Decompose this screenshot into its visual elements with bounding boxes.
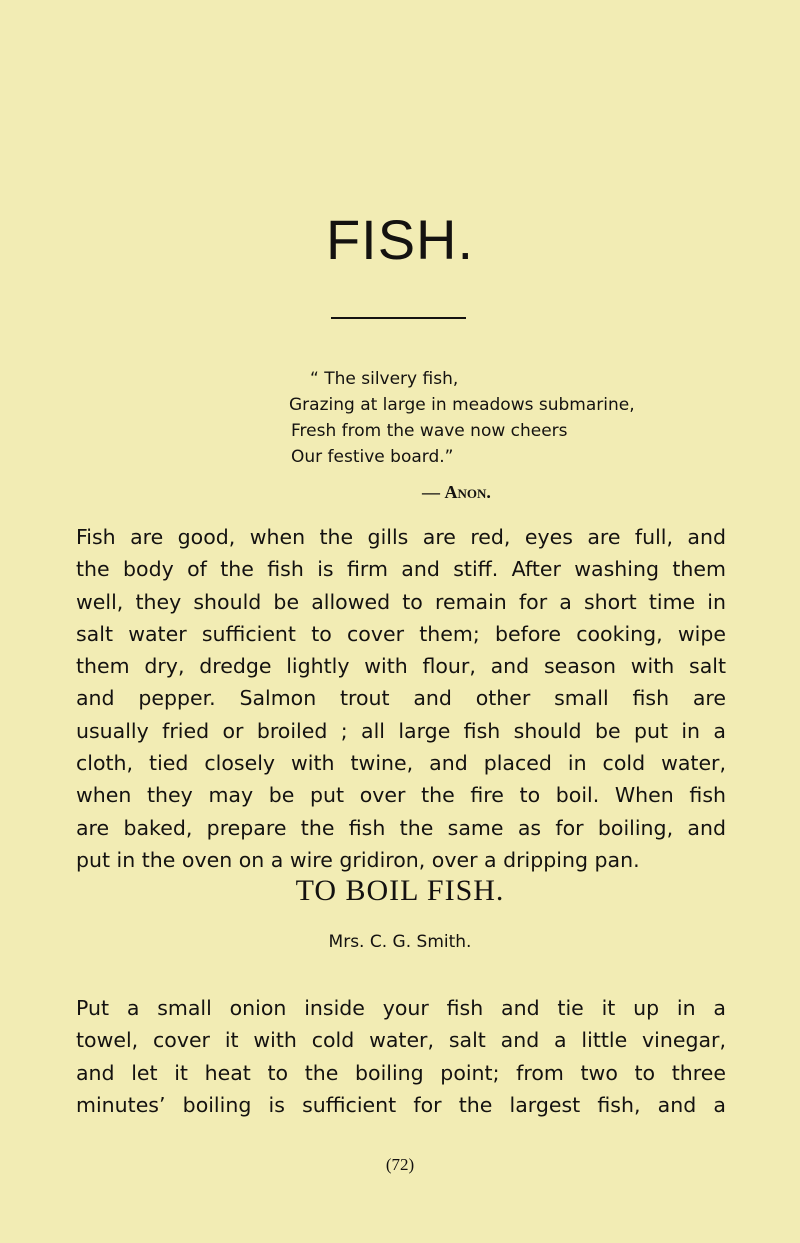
text-line: salt water sufficient to cover them; before cooking, wipe (76, 621, 726, 646)
text-line: and let it heat to the boiling point; from two to three (76, 1060, 726, 1085)
attribution-name: Anon. (444, 482, 491, 502)
text-line: well, they should be allowed to remain for a short time in (76, 589, 726, 614)
text-line: the body of the fish is firm and stiff. After washing them (76, 557, 726, 582)
text-line: Put a small onion inside your fish and tie it up in a (76, 996, 726, 1020)
verse-line: “ The silvery fish, (310, 369, 459, 389)
recipe-title: TO BOIL FISH. (295, 874, 505, 907)
text-line: cloth, tied closely with twine, and placed in cold water, (76, 751, 726, 776)
attribution-dash: — (422, 482, 445, 502)
verse-line: Grazing at large in meadows submarine, (289, 395, 635, 415)
recipe-paragraph (76, 992, 726, 1121)
text-line: usually fried or broiled ; all large fish should be put in a (76, 718, 726, 743)
verse-line: Fresh from the wave now cheers (291, 421, 568, 441)
text-line: and pepper. Salmon trout and other small fish are (76, 686, 726, 711)
text-line: Fish are good, when the gills are red, eyes are full, and (76, 525, 726, 549)
page-number: (72) (385, 1155, 415, 1174)
page-title: FISH. (325, 208, 475, 271)
verse-line: Our festive board.” (291, 447, 454, 467)
text-line: minutes’ boiling is sufficient for the largest fish, and a (76, 1092, 726, 1117)
recipe-author: Mrs. C. G. Smith. (328, 932, 472, 952)
epigraph-attribution (422, 482, 491, 503)
text-line: when they may be put over the fire to boil. When fish (76, 783, 726, 808)
epigraph-verse (286, 366, 635, 470)
text-line: are baked, prepare the fish the same as for boiling, and (76, 815, 726, 840)
title-rule-divider (331, 317, 466, 319)
text-line: them dry, dredge lightly with flour, and season with salt (76, 654, 726, 679)
text-line: towel, cover it with cold water, salt and a little vinegar, (76, 1028, 726, 1053)
text-line: put in the oven on a wire gridiron, over a dripping pan. (76, 847, 640, 872)
intro-paragraph (76, 521, 726, 876)
